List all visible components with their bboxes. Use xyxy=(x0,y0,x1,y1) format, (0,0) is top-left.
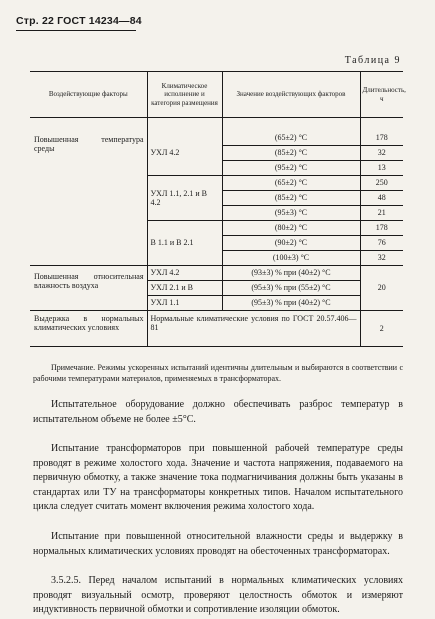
paragraph: Испытание трансформаторов при повышенной рабочей температуре среды проводят в режиме холостого хода. Значение и частота напряжения, подаваемого на первичную обмотку, а также значение тока подмагничивания должны быть указаны в стандартах или ТУ на трансформаторы конкретных типов. Началом испытательного цикла следует считать момент включения режима холостого хода. xyxy=(33,443,403,512)
duration-cell: 178 xyxy=(360,221,403,236)
value-cell: (85±2) °С xyxy=(222,191,360,206)
page-header: Стр. 22 ГОСТ 14234—84 xyxy=(16,15,142,27)
factor-humidity: Повышенная относительная влажность воздуха xyxy=(30,266,147,311)
value-cell-normal: Нормальные климатические условия по ГОСТ 20.57.406—81 xyxy=(147,311,360,347)
value-cell: (90±2) °С xyxy=(222,236,360,251)
header-climatic: Климатическое исполнение и категория размещения xyxy=(147,72,222,118)
duration-cell: 76 xyxy=(360,236,403,251)
header-rule xyxy=(16,30,136,31)
value-cell: (95±3) % при (40±2) °С xyxy=(222,296,360,311)
table-header-row xyxy=(30,72,403,118)
climatic-cell: УХЛ 4.2 xyxy=(147,131,222,176)
value-cell: (65±2) °С xyxy=(222,176,360,191)
data-table xyxy=(30,71,406,347)
value-cell: (65±2) °С xyxy=(222,131,360,146)
factor-temperature: Повышенная температура среды xyxy=(34,134,144,153)
paragraph: Испытательное оборудование должно обеспечивать разброс температур в испытательном объеме не более ±5°С. xyxy=(33,399,403,425)
duration-cell: 20 xyxy=(360,266,403,311)
factor-normal: Выдержка в нормальных климатических условиях xyxy=(30,311,147,347)
duration-cell: 2 xyxy=(360,311,403,347)
table-note: Примечание. Режимы ускоренных испытаний идентичны длительным и выбираются в соответствии с рабочими температурами материалов, применяемых в трансформаторах. xyxy=(33,363,403,383)
value-cell: (100±3) °С xyxy=(222,251,360,266)
duration-cell: 32 xyxy=(360,251,403,266)
value-cell: (95±2) °С xyxy=(222,161,360,176)
value-cell: (93±3) % при (40±2) °С xyxy=(222,266,360,281)
table-row xyxy=(30,131,403,146)
table-caption: Таблица 9 xyxy=(344,55,401,66)
duration-cell: 250 xyxy=(360,176,403,191)
climatic-cell: УХЛ 1.1, 2.1 и В 4.2 xyxy=(147,176,222,221)
climatic-cell: УХЛ 1.1 xyxy=(147,296,222,311)
header-duration: Длительность, ч xyxy=(360,72,403,118)
duration-cell: 32 xyxy=(360,146,403,161)
value-cell: (85±2) °С xyxy=(222,146,360,161)
header-value: Значение воздействующих факторов xyxy=(222,72,360,118)
paragraph: Испытание при повышенной относительной влажности среды и выдержку в нормальных климатических условиях проводят на обесточенных трансформаторах. xyxy=(33,531,403,557)
table-row xyxy=(30,266,403,281)
value-cell: (95±3) °С xyxy=(222,206,360,221)
table-row xyxy=(30,311,403,347)
climatic-cell: УХЛ 2.1 и В xyxy=(147,281,222,296)
header-factor: Воздействующие факторы xyxy=(30,72,147,118)
duration-cell: 13 xyxy=(360,161,403,176)
climatic-cell: В 1.1 и В 2.1 xyxy=(147,221,222,266)
value-cell: (80±2) °С xyxy=(222,221,360,236)
table-row xyxy=(30,118,403,131)
duration-cell: 21 xyxy=(360,206,403,221)
duration-cell: 48 xyxy=(360,191,403,206)
value-cell: (95±3) % при (55±2) °С xyxy=(222,281,360,296)
paragraph: 3.5.2.5. Перед началом испытаний в нормальных климатических условиях проводят визуальный осмотр, проверяют целостность обмоток и измеряют индуктивность первичной обмотки и сопротивление изоляции обмоток. xyxy=(33,575,403,615)
duration-cell: 178 xyxy=(360,131,403,146)
climatic-cell: УХЛ 4.2 xyxy=(147,266,222,281)
